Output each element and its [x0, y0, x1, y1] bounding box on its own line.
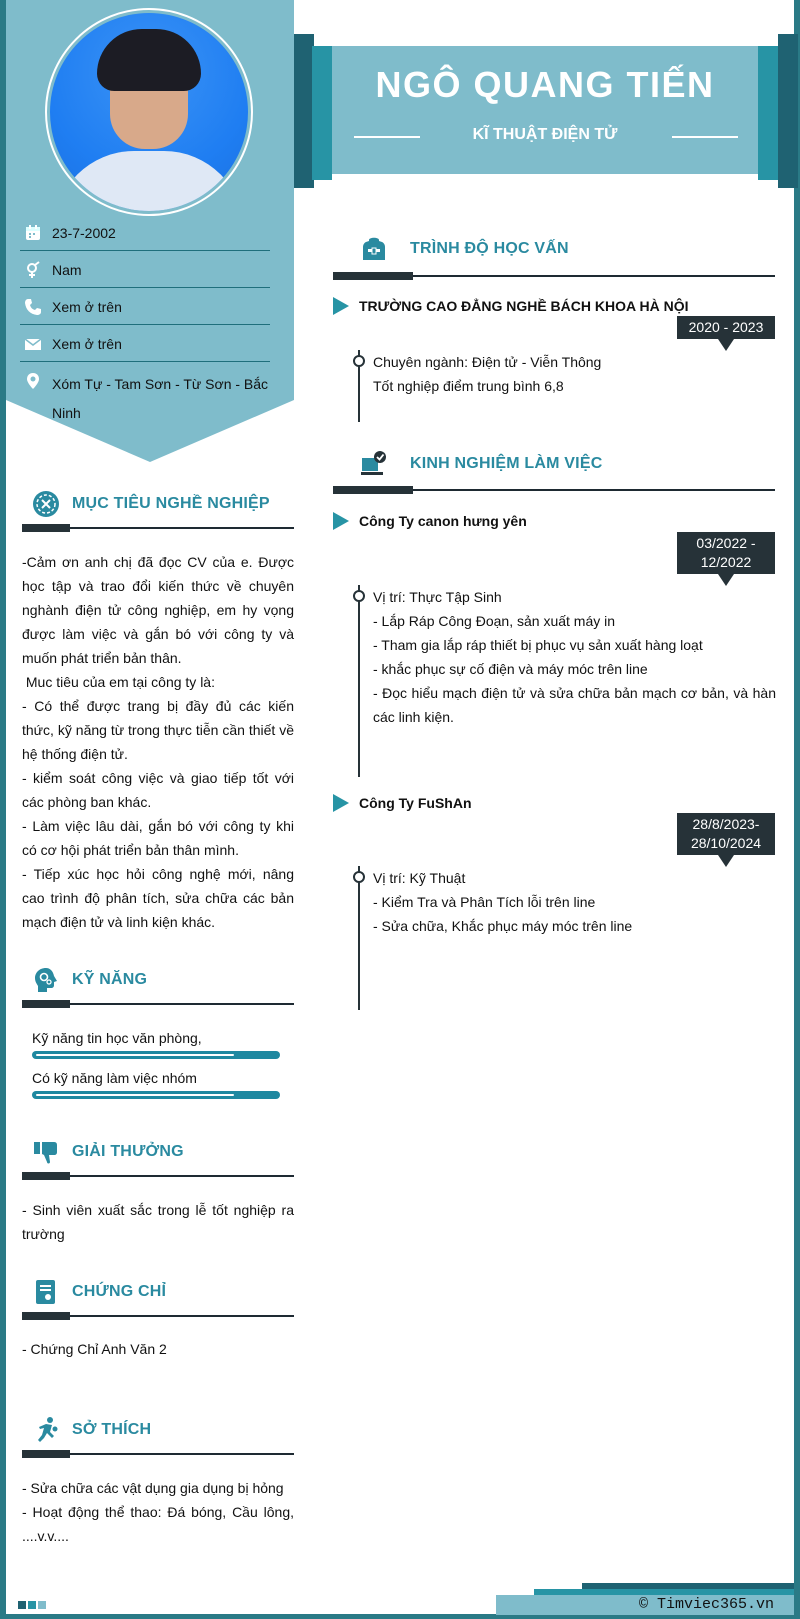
skill-bar-fill	[36, 1094, 234, 1096]
awards-heading	[32, 1138, 184, 1166]
awards-rule	[22, 1175, 294, 1177]
job-line: Vị trí: Kỹ Thuật	[373, 870, 466, 886]
target-icon	[32, 490, 60, 518]
job-line: - Sửa chữa, Khắc phục máy móc trên line	[373, 918, 633, 934]
skill-bar	[32, 1091, 280, 1099]
hobby-line: - Hoạt động thể thao: Đá bóng, Cầu lông, ....v.v....	[22, 1504, 294, 1544]
certificates-title: CHỨNG CHỈ	[72, 1283, 167, 1300]
objective-rule	[22, 527, 294, 529]
avatar-photo	[50, 13, 248, 211]
hobbies-heading	[32, 1416, 151, 1444]
hobby-line: - Sửa chữa các vật dụng gia dụng bị hỏng	[22, 1480, 284, 1496]
triangle-bullet-icon	[333, 794, 349, 812]
email-text: Xem ở trên	[52, 336, 122, 352]
job-period	[677, 532, 775, 574]
job-period-start: 28/8/2023-	[692, 816, 760, 832]
candidate-role: KĨ THUẬT ĐIỆN TỬ	[472, 126, 618, 143]
skills-title: KỸ NĂNG	[72, 971, 148, 988]
job-line: - Tham gia lắp ráp thiết bị phục vụ sản xuất hàng loạt	[373, 637, 703, 653]
timeline-dot	[353, 590, 365, 602]
hobbies-title: SỞ THÍCH	[72, 1421, 152, 1438]
education-line: Tốt nghiệp điểm trung bình 6,8	[373, 378, 564, 394]
job-line: Vị trí: Thực Tập Sinh	[373, 589, 502, 605]
skill-bar-fill	[36, 1054, 234, 1056]
certificates-heading	[32, 1278, 166, 1306]
backpack-icon	[360, 235, 388, 263]
footer-square	[38, 1601, 46, 1609]
education-period	[677, 316, 775, 339]
timeline-dot	[353, 871, 365, 883]
job-period-start: 03/2022 -	[696, 535, 756, 551]
skill-label: Kỹ năng tin học văn phòng,	[32, 1030, 202, 1046]
triangle-bullet-icon	[333, 512, 349, 530]
awards-title: GIẢI THƯỞNG	[72, 1143, 184, 1160]
awards-text: - Sinh viên xuất sắc trong lễ tốt nghiệp ra trường	[22, 1202, 294, 1242]
company-name: Công Ty canon hưng yên	[359, 513, 527, 529]
hobbies-rule	[22, 1453, 294, 1455]
phone-text: Xem ở trên	[52, 299, 122, 315]
certificate-icon	[32, 1278, 60, 1306]
objective-paragraph: - kiểm soát công việc và giao tiếp tốt với các phòng ban khác.	[22, 770, 294, 810]
laptop-check-icon	[360, 450, 388, 478]
page-frame-left	[0, 0, 6, 1619]
avatar	[45, 8, 253, 216]
footer-square	[28, 1601, 36, 1609]
objective-body	[22, 550, 294, 934]
experience-title: KINH NGHIỆM LÀM VIỆC	[410, 455, 603, 472]
job-timeline	[358, 866, 360, 1010]
job-line: - khắc phục sự cố điện và máy móc trên line	[373, 661, 648, 677]
job-line: - Đọc hiểu mạch điện tử và sửa chữa bản mạch cơ bản, và hàn các linh kiện.	[373, 685, 776, 725]
experience-rule	[333, 489, 775, 491]
skills-rule	[22, 1003, 294, 1005]
job-details	[373, 866, 773, 938]
job-details	[373, 585, 776, 729]
job-company	[333, 512, 527, 530]
personal-info	[20, 222, 270, 442]
skills-heading	[32, 966, 147, 994]
address-text: Xóm Tự - Tam Sơn - Từ Sơn - Bắc Ninh	[52, 376, 269, 421]
job-line: - Kiểm Tra và Phân Tích lỗi trên line	[373, 894, 596, 910]
email-icon	[24, 335, 42, 353]
info-email	[20, 333, 270, 362]
job-company	[333, 794, 472, 812]
job-period-end: 28/10/2024	[690, 835, 762, 851]
info-birthday	[20, 222, 270, 251]
footer-brand[interactable]: © Timviec365.vn	[638, 1596, 774, 1613]
gender-icon	[24, 261, 42, 279]
certificates-text: - Chứng Chỉ Anh Văn 2	[22, 1341, 167, 1357]
education-title: TRÌNH ĐỘ HỌC VẤN	[410, 240, 569, 257]
birthday-text: 23-7-2002	[52, 225, 116, 241]
skill-item	[32, 1029, 280, 1059]
calendar-icon	[24, 224, 42, 242]
objective-paragraph: Muc tiêu của em tại công ty là:	[22, 674, 215, 690]
footer-square	[18, 1601, 26, 1609]
page-frame-right	[794, 0, 800, 1619]
gender-text: Nam	[52, 262, 82, 278]
education-line: Chuyên ngành: Điện tử - Viễn Thông	[373, 354, 602, 370]
timeline-dot	[353, 355, 365, 367]
certificates-rule	[22, 1315, 294, 1317]
info-phone	[20, 296, 270, 325]
skill-item	[32, 1069, 280, 1099]
skill-bar	[32, 1051, 280, 1059]
objective-paragraph: -Cảm ơn anh chị đã đọc CV của e. Được học tập và trao đổi kiến thức về chuyên nghành điện tử công nghiệp, em hy vọng được làm việc và gắn bó với công ty và muốn phát triển bản thân.	[22, 554, 294, 666]
company-name: Công Ty FuShAn	[359, 795, 472, 811]
job-line: - Lắp Ráp Công Đoạn, sản xuất máy in	[373, 613, 616, 629]
job-period	[677, 813, 775, 855]
objective-title: MỤC TIÊU NGHỀ NGHIỆP	[72, 495, 270, 512]
experience-heading	[360, 450, 602, 478]
header-ribbon-right	[778, 34, 798, 188]
info-gender	[20, 259, 270, 288]
school-name: TRƯỜNG CAO ĐẲNG NGHỀ BÁCH KHOA HÀ NỘI	[359, 298, 689, 314]
info-address	[20, 370, 270, 434]
education-rule	[333, 275, 775, 277]
job-timeline	[358, 585, 360, 777]
header-banner	[332, 46, 758, 174]
objective-paragraph: - Có thể được trang bị đầy đủ các kiến thức, kỹ năng từ trong thực tiễn cần thiết về hệ thống điện tử.	[22, 698, 294, 762]
phone-icon	[24, 298, 42, 316]
thumbs-down-icon	[32, 1138, 60, 1166]
header-ribbon-left-inner	[312, 46, 332, 180]
education-details	[373, 350, 773, 398]
location-icon	[24, 372, 42, 390]
triangle-bullet-icon	[333, 297, 349, 315]
sport-player-icon	[32, 1416, 60, 1444]
candidate-name: NGÔ QUANG TIẾN	[375, 64, 715, 105]
objective-heading	[32, 490, 270, 518]
header-ribbon-left	[294, 34, 314, 188]
skill-label: Có kỹ năng làm việc nhóm	[32, 1070, 197, 1086]
education-heading	[360, 235, 569, 263]
hobbies-text	[22, 1476, 294, 1548]
objective-paragraph: - Tiếp xúc học hỏi công nghệ mới, nâng cao trình độ phân tích, sửa chữa các bản mạch điện tử và linh kiện khác.	[22, 866, 294, 930]
head-gear-icon	[32, 966, 60, 994]
header-ribbon-right-inner	[758, 46, 778, 180]
job-period-end: 12/2022	[700, 554, 752, 570]
education-period-text: 2020 - 2023	[688, 319, 764, 335]
education-school	[333, 297, 688, 315]
header-divider-right	[672, 136, 738, 138]
objective-paragraph: - Làm việc lâu dài, gắn bó với công ty khi có cơ hội phát triển bản thân mình.	[22, 818, 294, 858]
